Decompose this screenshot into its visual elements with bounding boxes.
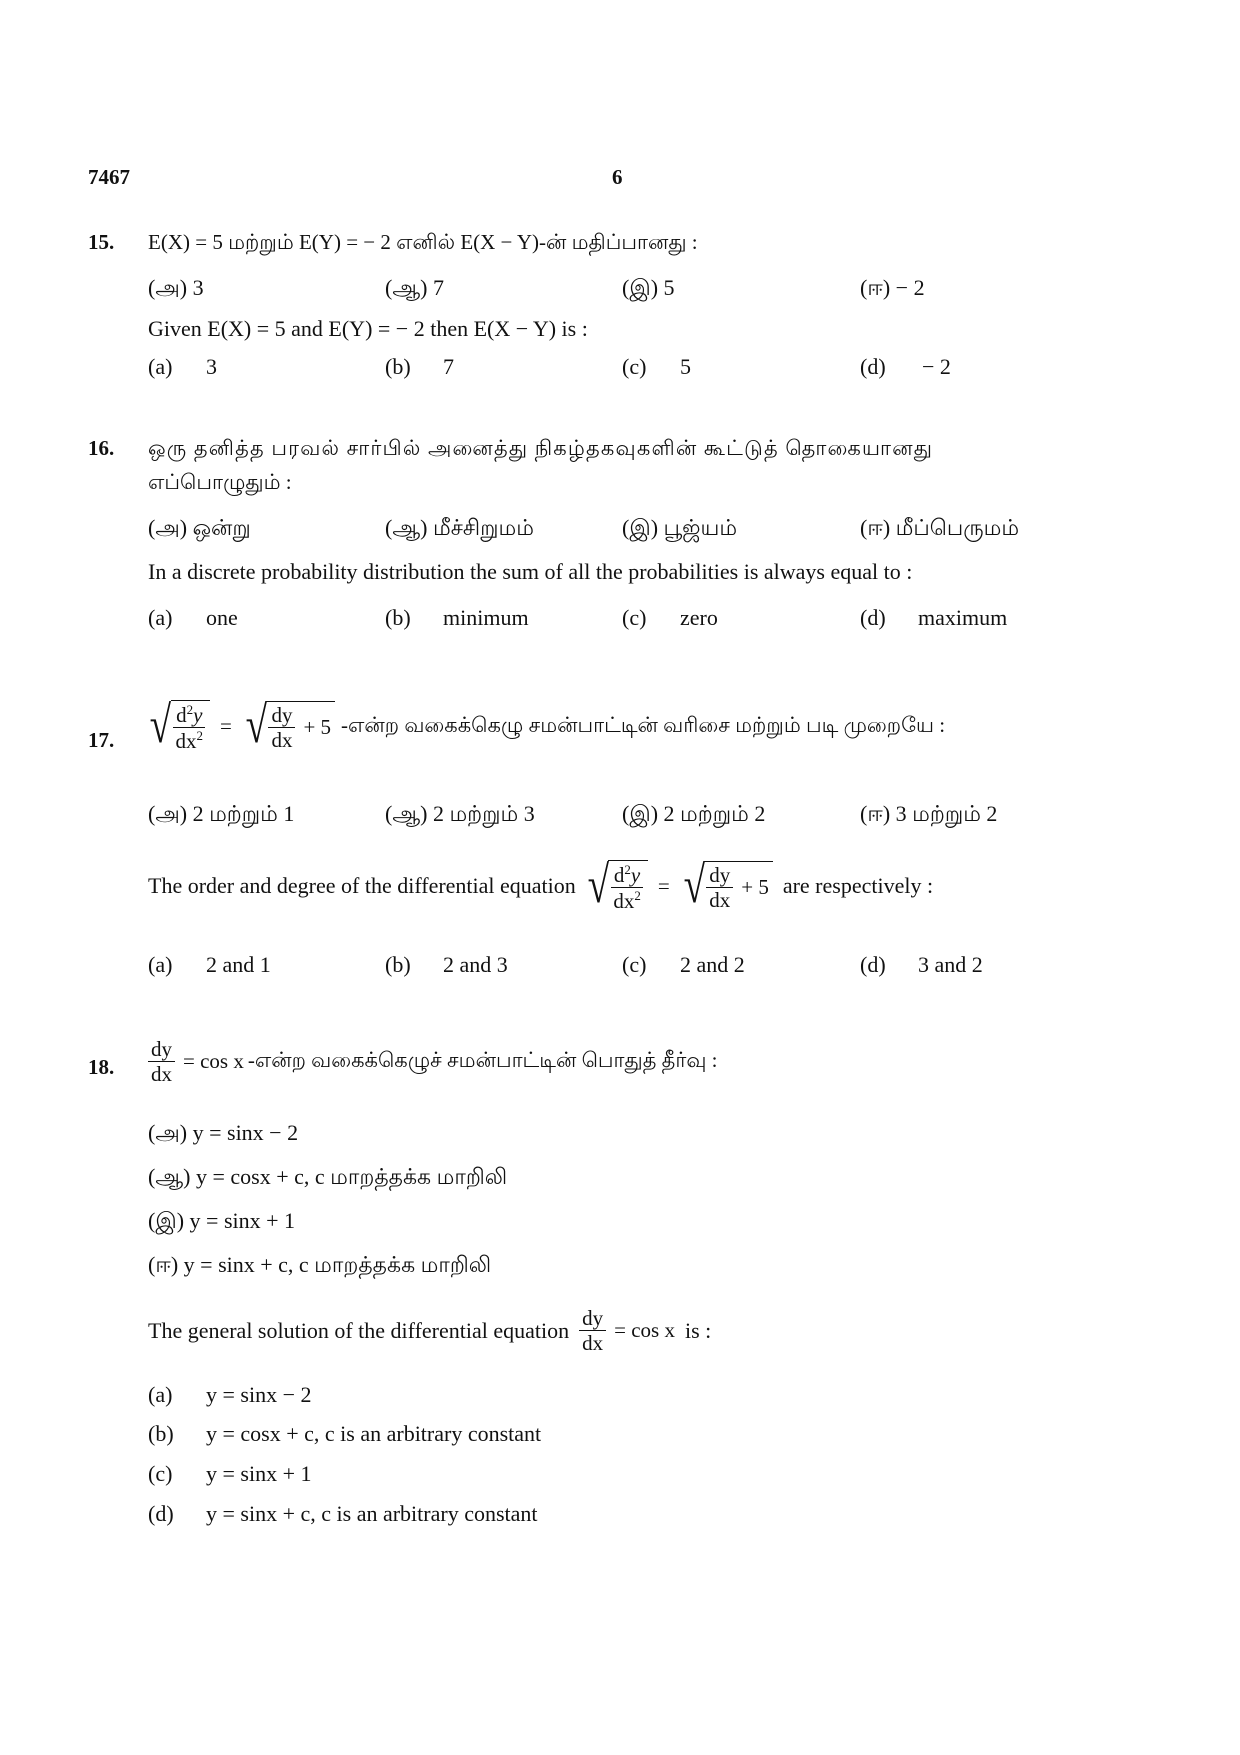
q18-tamil-option-d: (ஈ) y = sinx + c, c மாறத்தக்க மாறிலி [148,1252,492,1277]
q16-option-d-label: (d) [860,605,886,630]
q17-tamil-option-d: (ஈ) 3 மற்றும் 2 [860,801,998,826]
q16-option-b-label: (b) [385,605,411,630]
q15-option-b-label: (b) [385,354,411,379]
q16-english-text: In a discrete probability distribution the sum of all the probabilities is always equal to : [148,559,913,584]
q17-option-c-label: (c) [622,952,647,977]
q17-equation-english: √ $\frac{d^2y}{dx^2}$ = √ $\frac{dy}{dx}$ + 5 [584,860,773,912]
q15-english-text: Given E(X) = 5 and E(Y) = − 2 then E(X − Y) is : [148,316,588,341]
q15-tamil-option-a: (அ) 3 [148,275,204,300]
q15-option-c-text: 5 [680,354,691,379]
q17-tamil-option-c: (இ) 2 மற்றும் 2 [622,801,766,826]
q16-tamil-text-line1: ஒரு தனித்த பரவல் சார்பில் அனைத்து நிகழ்தகவுகளின் கூட்டுத் தொகையானது [148,436,934,460]
q18-english-tail: is : [684,1317,712,1343]
q18-option-b-label: (b) [148,1421,174,1446]
q17-option-c-text: 2 and 2 [680,952,745,977]
q17-tamil-option-a: (அ) 2 மற்றும் 1 [148,801,295,826]
q16-option-c-label: (c) [622,605,647,630]
q18-tamil-option-b: (ஆ) y = cosx + c, c மாறத்தக்க மாறிலி [148,1164,508,1189]
q15-option-c-label: (c) [622,354,647,379]
q16-tamil-option-d: (ஈ) மீப்பெருமம் [860,515,1020,540]
q16-tamil-text-line2: எப்பொழுதும் : [148,470,292,494]
q16-option-b-text: minimum [443,605,529,630]
q16-tamil-option-b: (ஆ) மீச்சிறுமம் [385,515,534,540]
q16-tamil-option-a: (அ) ஒன்று [148,515,251,540]
q17-option-b-text: 2 and 3 [443,952,508,977]
q17-english-tail: are respectively : [782,873,934,899]
q15-option-d-text: − 2 [922,354,951,379]
question-number-17: 17. [88,728,115,752]
question-number-16: 16. [88,436,115,460]
q15-option-a-label: (a) [148,354,173,379]
q16-option-c-text: zero [680,605,718,630]
q17-option-b-label: (b) [385,952,411,977]
q17-option-a-label: (a) [148,952,173,977]
q17-equation-tamil: √ $\frac{d^2y}{dx^2}$ = √ $\frac{dy}{dx}$ + 5 -என்ற வகைக்கெழு சமன்பாட்டின் வரிசை மற்றும் படி முறையே : [149,697,946,755]
q17-tamil-option-b: (ஆ) 2 மற்றும் 3 [385,801,535,826]
q16-tamil-option-c: (இ) பூஜ்யம் [622,515,738,540]
q17-option-d-text: 3 and 2 [918,952,983,977]
q18-equation-english: $\frac{dy}{dx}$ = cos x [579,1307,675,1354]
q17-english-lead: The order and degree of the differential equation [148,873,576,899]
q15-tamil-option-c: (இ) 5 [622,275,675,300]
q16-option-d-text: maximum [918,605,1008,630]
paper-code: 7467 [88,165,130,189]
q15-option-a-text: 3 [206,354,217,379]
q18-option-a-text: y = sinx − 2 [206,1382,312,1407]
q18-option-c-text: y = sinx + 1 [206,1461,312,1486]
q18-english-lead: The general solution of the differential equation [148,1317,570,1343]
q15-tamil-option-d: (ஈ) − 2 [860,275,925,300]
q17-tamil-text: -என்ற வகைக்கெழு சமன்பாட்டின் வரிசை மற்றும் படி முறையே : [341,712,946,737]
q18-option-d-text: y = sinx + c, c is an arbitrary constant [206,1501,538,1526]
q17-option-a-text: 2 and 1 [206,952,271,977]
page-number: 6 [612,165,623,189]
q18-tamil-option-a: (அ) y = sinx − 2 [148,1120,299,1145]
q18-english-line [148,1307,711,1354]
q17-english-line [148,857,934,915]
question-number-15: 15. [88,230,115,254]
q18-option-a-label: (a) [148,1382,173,1407]
q18-option-d-label: (d) [148,1501,174,1526]
q15-option-b-text: 7 [443,354,454,379]
q16-option-a-label: (a) [148,605,173,630]
q15-tamil-option-b: (ஆ) 7 [385,275,444,300]
q18-tamil-option-c: (இ) y = sinx + 1 [148,1208,296,1233]
q17-option-d-label: (d) [860,952,886,977]
q15-tamil-text: E(X) = 5 மற்றும் E(Y) = − 2 எனில் E(X − Y)-ன் மதிப்பானது : [148,230,698,254]
q18-option-c-label: (c) [148,1461,173,1486]
question-number-18: 18. [88,1055,115,1079]
q18-equation-tamil: $\frac{dy}{dx}$ = cos x -என்ற வகைக்கெழுச் சமன்பாட்டின் பொதுத் தீர்வு : [148,1038,718,1085]
q15-option-d-label: (d) [860,354,886,379]
q16-option-a-text: one [206,605,238,630]
q18-option-b-text: y = cosx + c, c is an arbitrary constant [206,1421,542,1446]
q18-tamil-text: -என்ற வகைக்கெழுச் சமன்பாட்டின் பொதுத் தீர்வு : [247,1048,718,1073]
